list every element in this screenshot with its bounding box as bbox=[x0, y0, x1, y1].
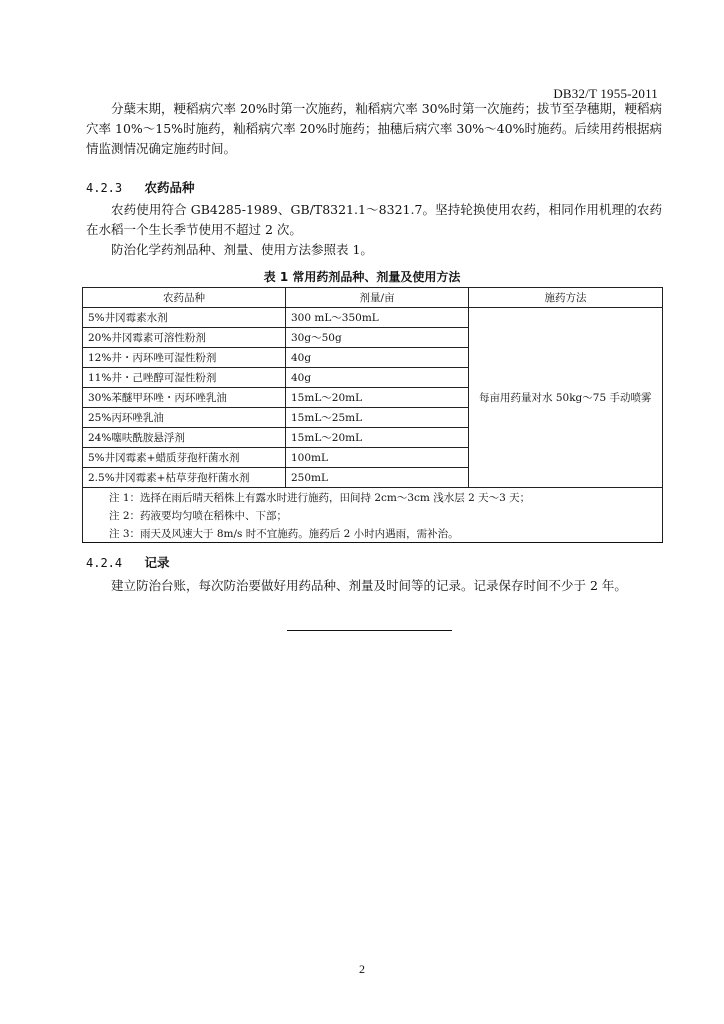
header-pesticide: 农药品种 bbox=[83, 288, 286, 308]
table-note: 注 1：选择在雨后晴天稻株上有露水时进行施药，田间持 2cm～3cm 浅水层 2 天～3 天； bbox=[83, 488, 663, 507]
paragraph-timing: 分蘖末期，粳稻病穴率 20%时第一次施药，籼稻病穴率 30%时第一次施药；拔节至孕穗期，粳稻病穴率 10%～15%时施药，籼稻病穴率 20%时施药；抽穗后病穴率 30%～40%时施药。后续用药根据病情监测情况确定施药时间。 bbox=[86, 101, 663, 156]
pesticide-dose: 300 mL～350mL bbox=[286, 308, 469, 328]
pesticide-dose: 15mL～25mL bbox=[286, 408, 469, 428]
pesticide-name: 20%井冈霉素可溶性粉剂 bbox=[83, 328, 286, 348]
table-row bbox=[83, 308, 663, 328]
section-heading-4-2-3 bbox=[86, 178, 195, 196]
section-number: 4.2.3 bbox=[86, 181, 123, 195]
pesticide-name: 12%井・丙环唑可湿性粉剂 bbox=[83, 348, 286, 368]
application-method: 每亩用药量对水 50kg～75 手动喷雾 bbox=[469, 308, 663, 488]
table-header-row bbox=[83, 288, 663, 308]
pesticide-name: 30%苯醚甲环唑・丙环唑乳油 bbox=[83, 388, 286, 408]
paragraph-record-keeping: 建立防治台账，每次防治要做好用药品种、剂量及时间等的记录。记录保存时间不少于 2 年。 bbox=[111, 578, 627, 593]
section-title: 记录 bbox=[144, 555, 170, 570]
pesticide-dose: 30g～50g bbox=[286, 328, 469, 348]
paragraph-table-reference: 防治化学药剂品种、剂量、使用方法参照表 1。 bbox=[111, 242, 373, 257]
pesticide-name: 25%丙环唑乳油 bbox=[83, 408, 286, 428]
pesticide-name: 11%井・己唑醇可湿性粉剂 bbox=[83, 368, 286, 388]
pesticide-dose: 40g bbox=[286, 368, 469, 388]
pesticide-name: 5%井冈霉素水剂 bbox=[83, 308, 286, 328]
table-note: 注 3：雨天及风速大于 8m/s 时不宜施药。施药后 2 小时内遇雨，需补治。 bbox=[83, 524, 663, 543]
section-number: 4.2.4 bbox=[86, 556, 123, 570]
pesticide-dose: 40g bbox=[286, 348, 469, 368]
pesticide-dose: 15mL～20mL bbox=[286, 388, 469, 408]
table-note-row bbox=[83, 506, 663, 524]
section-title: 农药品种 bbox=[144, 180, 195, 195]
paragraph-pesticide-standard: 农药使用符合 GB4285-1989、GB/T8321.1～8321.7。坚持轮换使用农药，相同作用机理的农药在水稻一个生长季节使用不超过 2 次。 bbox=[86, 202, 662, 237]
pesticide-dose: 250mL bbox=[286, 468, 469, 488]
end-rule bbox=[287, 630, 452, 631]
table-note-row bbox=[83, 488, 663, 507]
table-title: 表 1 常用药剂品种、剂量及使用方法 bbox=[263, 270, 461, 284]
pesticide-name: 24%噻呋酰胺悬浮剂 bbox=[83, 428, 286, 448]
pesticide-dose: 100mL bbox=[286, 448, 469, 468]
pesticide-name: 2.5%井冈霉素+枯草芽孢杆菌水剂 bbox=[83, 468, 286, 488]
standard-code: DB32/T 1955-2011 bbox=[553, 86, 658, 101]
header-method: 施药方法 bbox=[469, 288, 663, 308]
table-note: 注 2：药液要均匀喷在稻株中、下部； bbox=[83, 506, 663, 524]
table-note-row bbox=[83, 524, 663, 543]
pesticide-table bbox=[82, 287, 663, 543]
header-dose: 剂量/亩 bbox=[286, 288, 469, 308]
pesticide-name: 5%井冈霉素+蜡质芽孢杆菌水剂 bbox=[83, 448, 286, 468]
page-number: 2 bbox=[359, 962, 365, 976]
section-heading-4-2-4 bbox=[86, 553, 170, 571]
pesticide-dose: 15mL～20mL bbox=[286, 428, 469, 448]
